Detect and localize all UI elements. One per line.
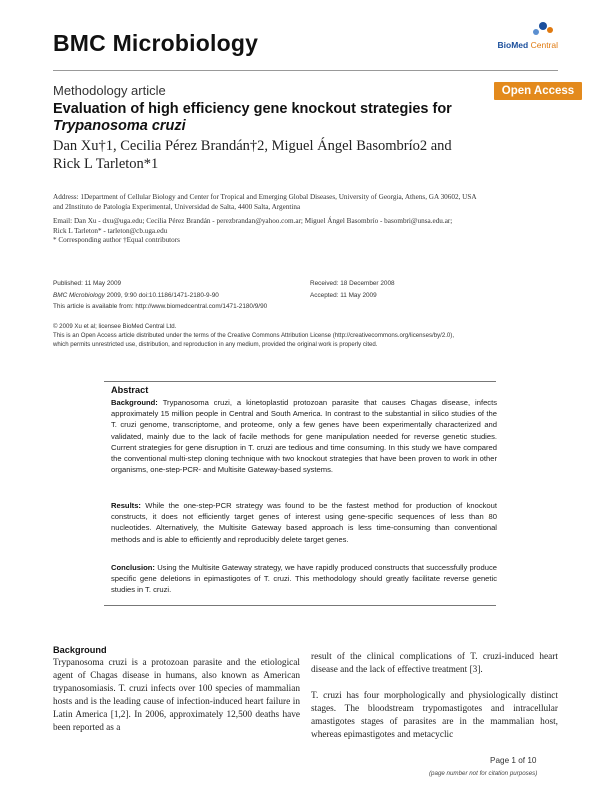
copyright-line: © 2009 Xu et al; licensee BioMed Central Ltd. (53, 323, 177, 330)
body-column-right (311, 651, 558, 743)
publisher-logo (498, 40, 558, 50)
abstract-results (111, 500, 497, 545)
header-divider (53, 70, 558, 71)
received-accepted (310, 278, 395, 301)
abstract-heading: Abstract (111, 385, 149, 395)
license-line-2: which permits unrestricted use, distribution, and reproduction in any medium, provided the original work is properly cited. (53, 341, 378, 349)
accepted-date: Accepted: 11 May 2009 (310, 291, 377, 299)
page-number-note: (page number not for citation purposes) (429, 770, 538, 777)
page-number: Page 1 of 10 (490, 756, 537, 765)
article-title (53, 101, 573, 135)
abstract-conclusion-text: Using the Multisite Gateway strategy, we have rapidly produced constructs that successfully produce specific gene deletions in epimastigotes of T. cruzi. This methodology should greatly facilitate reverse genetic studies in T. cruzi. (111, 563, 497, 595)
title-line-1: Evaluation of high efficiency gene knockout strategies for (53, 101, 452, 117)
body-column-left: Trypanosoma cruzi is a protozoan parasite and the etiological agent of Chagas disease in humans, also known as American trypanosomiasis. T. cruzi infects over 100 species of mammalian hosts and is the leading cause of infection-induced heart failure in Latin America [1,2]. In 2006, approximately 12,500 deaths have been reported as a (53, 658, 300, 734)
article-url[interactable]: This article is available from: http://www.biomedcentral.com/1471-2180/9/90 (53, 303, 268, 310)
citation-journal: BMC Microbiology (53, 291, 105, 299)
license-block (53, 322, 563, 350)
abstract-conclusion-label: Conclusion: (111, 563, 155, 572)
body-right-paragraph-2: T. cruzi has four morphologically and physiologically distinct stages. The bloodstream trypomastigotes and intracellular amastigotes stages of parasites are in the mammalian host, whereas epimastigotes and metacyclic (311, 691, 558, 741)
abstract-top-divider (104, 381, 496, 382)
address-line-1: Address: 1Department of Cellular Biology and Center for Tropical and Emerging Global Diseases, University of Georgia, Athens, GA 30602, USA (53, 193, 477, 201)
abstract-bottom-divider (104, 605, 496, 606)
authors-line-2: Rick L Tarleton*1 (53, 156, 159, 172)
license-line-1: This is an Open Access article distributed under the terms of the Creative Commons Attribution License (http://creativecommons.org/licenses/by/2.0), (53, 332, 455, 340)
publisher-suffix: Central (528, 40, 558, 50)
abstract-conclusion (111, 562, 497, 596)
abstract-background-text: Trypanosoma cruzi, a kinetoplastid protozoan parasite that causes Chagas disease, infects approximately 15 million people in Central and South America. In contrast to the substantial in silico studies of the T. cruzi genome, transcriptome, and proteome, only a few genes have been experimentally characterized and validated, mainly due to the lack of facile methods for gene manipulation needed for reverse genetic studies. Current strategies for gene disruption in T. cruzi are tedious and time consuming. In this study we have compared the conventional multi-step cloning technique with two knockout strategies that have been proven to work in other organisms, one-step-PCR- and Multisite Gateway-based systems. (111, 398, 497, 475)
abstract-results-label: Results: (111, 501, 141, 510)
publication-info (53, 278, 267, 313)
publisher-brand: BioMed (497, 40, 529, 50)
title-line-2: Trypanosoma cruzi (53, 118, 186, 134)
authors-line-1: Dan Xu†1, Cecilia Pérez Brandán†2, Miguel Ángel Basombrío2 and (53, 138, 452, 154)
journal-title: BMC Microbiology (53, 30, 259, 56)
citation-rest: 2009, 9:90 doi:10.1186/1471-2180-9-90 (104, 291, 219, 299)
received-date: Received: 18 December 2008 (310, 280, 395, 287)
citation (53, 290, 267, 302)
abstract-background (111, 397, 497, 475)
section-heading-background: Background (53, 645, 107, 655)
author-note: * Corresponding author †Equal contributors (53, 236, 180, 244)
email-line-1: Email: Dan Xu - dxu@uga.edu; Cecilia Pérez Brandán - perezbrandan@yahoo.com.ar; Miguel Ángel Basombrío - basombri@unsa.edu.ar; (53, 217, 453, 225)
abstract-results-text: While the one-step-PCR strategy was found to be the fastest method for production of knockout constructs, it does not efficiently target genes of interest using gene-specific sequences of less than 80 nucleotides. Alternatively, the Multisite Gateway based approach is less time-consuming than conventional methods and is able to efficiently and reproducibly delete target genes. (111, 501, 497, 544)
address-block (53, 193, 559, 246)
email-line-2: Rick L Tarleton* - tarleton@cb.uga.edu (53, 226, 168, 235)
author-list (53, 137, 573, 173)
biomed-logo-icon (525, 22, 555, 40)
body-right-paragraph-1: result of the clinical complications of T. cruzi-induced heart disease and the lack of effective treatment [3]. (311, 652, 558, 676)
article-type: Methodology article (53, 83, 166, 98)
published-date: Published: 11 May 2009 (53, 280, 122, 287)
abstract-background-label: Background: (111, 398, 158, 407)
open-access-badge: Open Access (494, 82, 582, 100)
address-line-2: and 2Instituto de Patología Experimental, Universidad de Salta, 4400 Salta, Argentina (53, 202, 301, 211)
